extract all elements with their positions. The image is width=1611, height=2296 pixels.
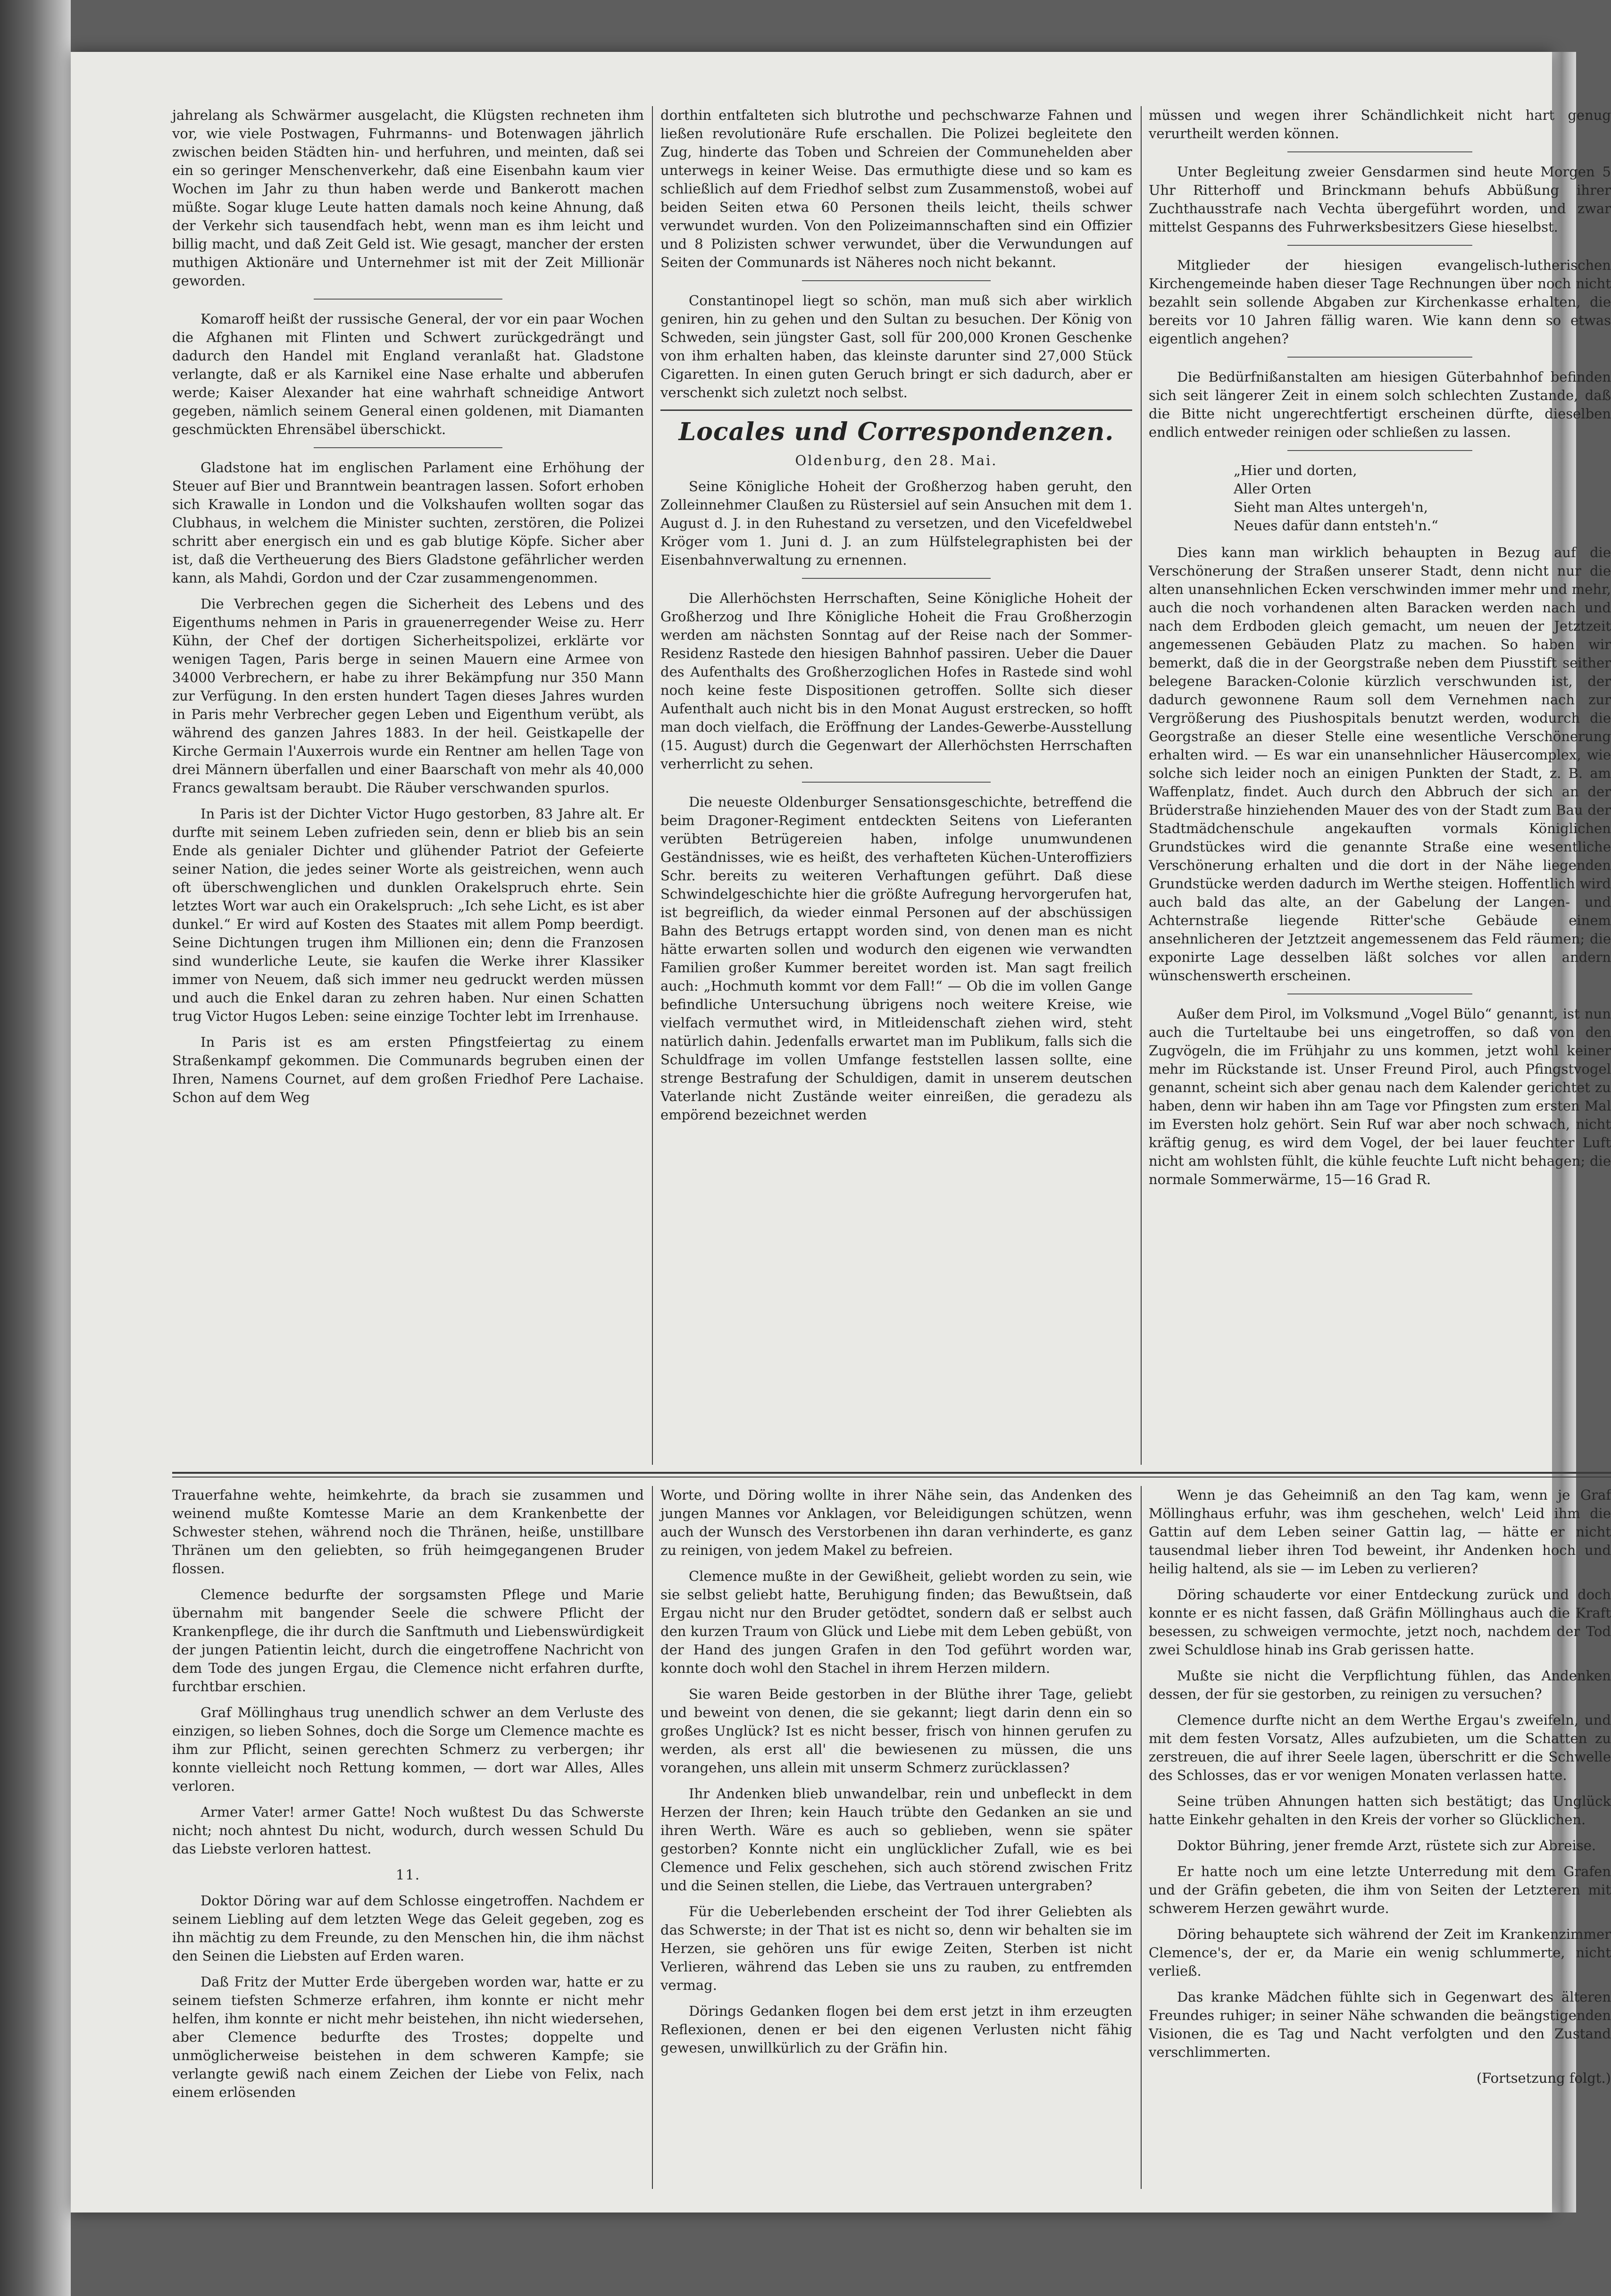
paragraph: Seine Königliche Hoheit der Großherzog haben geruht, den Zolleinnehmer Claußen zu Rüstersiel auf sein Ansuchen mit dem 1. August d. J. in den Ruhestand zu versetzen, und den Vicefeldwebel Kröger vom 1. Juni d. J. an zum Hülfstelegraphisten bei der Eisenbahnverwaltung zu ernennen. bbox=[660, 478, 1132, 568]
paragraph: Döring schauderte vor einer Entdeckung zurück und doch konnte er es nicht fassen, daß Gräfin Möllinghaus auch die Kraft besessen, zu schweigen vermochte, jetzt noch, nachdem der Tod zwei Schuldlose hinab ins Grab gerissen hatte. bbox=[1149, 1586, 1611, 1658]
top-column-1 bbox=[172, 106, 644, 1465]
paragraph: Seine trüben Ahnungen hatten sich bestätigt; das Unglück hatte Einkehr gehalten in den Kreis der vorher so Glücklichen. bbox=[1149, 1793, 1611, 1828]
divider bbox=[1287, 357, 1472, 358]
paragraph: Er hatte noch um eine letzte Unterredung mit dem Grafen und der Gräfin gebeten, die ihm von Seiten der Letzteren mit schwerem Herzen gewährt wurde. bbox=[1149, 1863, 1611, 1916]
paragraph: Constantinopel liegt so schön, man muß sich aber wirklich geniren, hin zu gehen und den Sultan zu besuchen. Der König von Schweden, sein jüngster Gast, soll für 200,000 Kronen Geschenke von ihm erhalten haben, das kleinste darunter sind 27,000 Stück Cigaretten. In einen guten Geruch bringt er sich dadurch, aber er verschenkt sich zuletzt noch selbst. bbox=[660, 292, 1132, 401]
book-binding bbox=[0, 0, 71, 2296]
paragraph: Trauerfahne wehte, heimkehrte, da brach sie zusammen und weinend mußte Komtesse Marie an dem Krankenbette der Schwester stehen, während noch die Thränen, heiße, unstillbare Thränen um den geliebten, so früh heimgegangenen Bruder flossen. bbox=[172, 1487, 644, 1577]
paragraph: Komaroff heißt der russische General, der vor ein paar Wochen die Afghanen mit Flinten und Schwert zurückgedrängt und dadurch den Handel mit England veranlaßt hat. Gladstone verlangte, daß er als Karnikel eine Nase erhalte und abberufen werde; Kaiser Alexander hat eine wahrhaft schneidige Antwort gegeben, nämlich seinem General einen goldenen, mit Diamanten geschmückten Ehrensäbel überschickt. bbox=[172, 311, 644, 437]
paragraph: Wenn je das Geheimniß an den Tag kam, wenn je Graf Möllinghaus erfuhr, was ihm geschehen, welch' Leid ihm die Gattin auf dem Leben seiner Gattin lag, — hätte er nicht tausendmal lieber ihren Tod beweint, ihr Andenken hoch und heilig haltend, als sie — im Leben zu verlieren? bbox=[1149, 1487, 1611, 1577]
paragraph: Döring behauptete sich während der Zeit im Krankenzimmer Clemence's, der er, da Marie ein wenig schlummerte, nicht verließ. bbox=[1149, 1926, 1611, 1979]
paragraph: Clemence mußte in der Gewißheit, geliebt worden zu sein, wie sie selbst geliebt hatte, Beruhigung finden; das Bewußtsein, daß Ergau nicht nur den Bruder getödtet, sondern daß er selbst auch den kurzen Traum von Glück und Liebe mit dem Leben gebüßt, von der Hand des jungen Grafen in den Tod geführt worden war, konnte doch wohl den Stachel in ihrem Herzen mildern. bbox=[660, 1568, 1132, 1676]
column-rule bbox=[1141, 106, 1142, 1465]
paragraph: müssen und wegen ihrer Schändlichkeit nicht hart genug verurtheilt werden können. bbox=[1149, 107, 1611, 142]
bottom-column-2 bbox=[660, 1486, 1132, 2189]
paragraph: Die Bedürfnißanstalten am hiesigen Güterbahnhof befinden sich seit längerer Zeit in einem solch schlechten Zustande, daß die Bitte nicht ungerechtfertigt erscheinen dürfte, dieselben endlich entweder reinigen oder schließen zu lassen. bbox=[1149, 369, 1611, 440]
paragraph: jahrelang als Schwärmer ausgelacht, die Klügsten rechneten ihm vor, wie viele Postwagen, Fuhrmanns- und Botenwagen jährlich zwischen beiden Städten hin- und herfuhren, und meinten, daß sei ein so geringer Menschenverkehr, daß eine Eisenbahn kaum vier Wochen im Jahr zu thun haben werde und Bankerott machen müßte. Sogar kluge Leute hatten damals noch keine Ahnung, daß der Verkehr sich tausendfach hebt, wenn man es ihm leicht und billig macht, und daß Zeit Geld ist. Wie gesagt, mancher der ersten muthigen Aktionäre und Unternehmer ist mit der Zeit Millionär geworden. bbox=[172, 107, 644, 289]
paragraph: Dörings Gedanken flogen bei dem erst jetzt in ihm erzeugten Reflexionen, denen er bei den eigenen Verlusten nicht fähig gewesen, unwillkürlich zu der Gräfin hin. bbox=[660, 2003, 1132, 2056]
paragraph: Ihr Andenken blieb unwandelbar, rein und unbefleckt in dem Herzen der Ihren; kein Hauch trübte den Gedanken an sie und ihren Werth. Wäre es auch so geblieben, wenn sie später gestorben? Konnte nicht ein unglücklicher Zufall, wie es bei Clemence und Felix geschehen, sich auch störend zwischen Fritz und die Seinen stellen, die Liebe, das Vertrauen untergraben? bbox=[660, 1786, 1132, 1894]
paragraph: Sie waren Beide gestorben in der Blüthe ihrer Tage, geliebt und beweint von denen, die sie gekannt; liegt darin denn ein so großes Unglück? Ist es nicht besser, frisch von hinnen gerufen zu werden, als erst all' die bewiesenen zu müssen, die uns vorangehen, uns allein mit unserm Schmerz zurücklassen? bbox=[660, 1686, 1132, 1776]
paragraph: Das kranke Mädchen fühlte sich in Gegenwart des älteren Freundes ruhiger; in seiner Nähe schwanden die beängstigenden Visionen, die es Tag und Nacht verfolgten und den Zustand verschlimmerten. bbox=[1149, 1989, 1611, 2060]
paragraph: Für die Ueberlebenden erscheint der Tod ihrer Geliebten als das Schwerste; in der That ist es nicht so, denn wir behalten sie im Herzen, sie gehören uns für ewige Zeiten, Sterben ist nicht Verlieren, während das Leben sie uns zu rauben, zu entfremden vermag. bbox=[660, 1904, 1132, 1993]
column-rule bbox=[1141, 1486, 1142, 2189]
poem-line: „Hier und dorten, bbox=[1234, 462, 1357, 478]
divider bbox=[314, 447, 502, 448]
bottom-column-3 bbox=[1149, 1486, 1611, 2189]
divider bbox=[802, 782, 991, 783]
bottom-column-1 bbox=[172, 1486, 644, 2189]
paragraph: Außer dem Pirol, im Volksmund „Vogel Bülo“ genannt, ist nun auch die Turteltaube bei uns eingetroffen, so daß von den Zugvögeln, die im Frühjahr zu uns kommen, jetzt wohl keiner mehr im Rückstande ist. Unser Freund Pirol, auch Pfingstvogel genannt, scheint sich aber genau nach dem Kalender gerichtet zu haben, denn wir haben ihn am Tage vor Pfingsten zum ersten Mal im Eversten holz gehört. Sein Ruf war aber noch schwach, nicht kräftig genug, es wird dem Vogel, der bei lauer feuchter Luft nicht am wohlsten fühlt, die kühle feuchte Luft nicht behagen; die normale Sommerwärme, 15—16 Grad R. bbox=[1149, 1006, 1611, 1187]
poem-line: Sieht man Altes untergeh'n, bbox=[1234, 499, 1428, 515]
poem bbox=[1149, 461, 1611, 535]
top-column-2 bbox=[660, 106, 1132, 1465]
poem-line: Aller Orten bbox=[1234, 481, 1311, 497]
top-column-3 bbox=[1149, 106, 1611, 1465]
paragraph: Die neueste Oldenburger Sensationsgeschichte, betreffend die beim Dragoner-Regiment entdeckten Seitens von Lieferanten verübten Betrügereien haben, infolge unumwundenen Geständnisses, wie es heißt, des verhafteten Küchen-Unteroffiziers Schr. bereits zu weiteren Verhaftungen geführt. Daß diese Schwindelgeschichte hier die größte Aufregung hervorgerufen hat, ist begreiflich, da wieder einmal Personen auf der abschüssigen Bahn des Betrugs ertappt worden sind, von denen man es nicht hätte erwarten sollen und wodurch den eigenen wie verwandten Familien großer Kummer bereitet worden ist. Man sagt freilich auch: „Hochmuth kommt vor dem Fall!“ — Ob die im vollen Gange befindliche Untersuchung übrigens noch weitere Kreise, wie vielfach vermuthet wird, in Mitleidenschaft ziehen wird, steht natürlich dahin. Jedenfalls erwartet man im Publikum, falls sich die Schuldfrage im vollen Umfange feststellen lassen sollte, eine strenge Bestrafung der Schuldigen, damit in unserem deutschen Vaterlande nicht Zustände weiter einreißen, die geradezu als empörend bezeichnet werden bbox=[660, 794, 1132, 1123]
divider bbox=[1287, 151, 1472, 152]
paragraph: Graf Möllinghaus trug unendlich schwer an dem Verluste des einzigen, so lieben Sohnes, doch die Sorge um Clemence machte es ihm zur Pflicht, seinen gerechten Schmerz zu verbergen; ihr konnte vielleicht noch Rettung kommen, — dort war Alles, Alles verloren. bbox=[172, 1704, 644, 1794]
divider bbox=[802, 578, 991, 579]
divider bbox=[314, 299, 502, 300]
paragraph: Armer Vater! armer Gatte! Noch wußtest Du das Schwerste nicht; noch ahntest Du nicht, wodurch, durch wessen Schuld Du das Liebste verloren hattest. bbox=[172, 1804, 644, 1857]
section-rule bbox=[172, 1477, 1611, 1478]
paragraph: In Paris ist der Dichter Victor Hugo gestorben, 83 Jahre alt. Er durfte mit seinem Leben zufrieden sein, denn er blieb bis an sein Ende als genialer Dichter und glühender Patriot der Gefeierte seiner Nation, die jedes seiner Worte als geistreichen, wenn auch oft überschwenglichen und dunklen Orakelspruch ehrte. Sein letztes Wort war auch ein Orakelspruch: „Ich sehe Licht, es ist aber dunkel.“ Er wird auf Kosten des Staates mit allem Pomp beerdigt. Seine Dichtungen trugen ihm Millionen ein; denn die Franzosen sind wunderliche Leute, sie kaufen die Werke ihrer Klassiker immer von Neuem, daß sich immer neu gedruckt werden müssen und auch die Enkel daran zu zehren haben. Nur einen Schatten trug Victor Hugos Leben: seine einzige Tochter lebt im Irrenhause. bbox=[172, 806, 644, 1024]
paragraph: Doktor Bühring, jener fremde Arzt, rüstete sich zur Abreise. bbox=[1177, 1837, 1596, 1853]
poem-line: Neues dafür dann entsteh'n.“ bbox=[1234, 518, 1438, 534]
paragraph: Unter Begleitung zweier Gensdarmen sind heute Morgen 5 Uhr Ritterhoff und Brinckmann behufs Abbüßung ihrer Zuchthausstrafe nach Vechta übergeführt worden, und zwar mittelst Gespanns des Fuhrwerksbesitzers Giese hieselbst. bbox=[1149, 164, 1611, 235]
column-rule bbox=[652, 106, 653, 1465]
column-rule bbox=[652, 1486, 653, 2189]
divider bbox=[802, 280, 991, 281]
section-rule bbox=[172, 1472, 1611, 1474]
paragraph: Die Verbrechen gegen die Sicherheit des Lebens und des Eigenthums nehmen in Paris in grauenerregender Weise zu. Herr Kühn, der Chef der dortigen Sicherheitspolizei, erklärte vor wenigen Tagen, Paris berge in seinen Mauern eine Armee von 34000 Verbrechern, er habe zu ihrer Bekämpfung nur 350 Mann zur Verfügung. In den ersten hundert Tagen dieses Jahres wurden in Paris mehr Verbrecher gegen Leben und Eigenthum verübt, als während des ganzen Jahres 1883. In der heil. Geistkapelle der Kirche Germain l'Auxerrois wurde ein Rentner am hellen Tage von drei Männern überfallen und einer Baarschaft von mehr als 40,000 Francs gewaltsam beraubt. Die Räuber verschwanden spurlos. bbox=[172, 596, 644, 796]
paragraph: Mußte sie nicht die Verpflichtung fühlen, das Andenken dessen, der für sie gestorben, zu reinigen zu versuchen? bbox=[1149, 1668, 1611, 1702]
paragraph: dorthin entfalteten sich blutrothe und pechschwarze Fahnen und ließen revolutionäre Rufe erschallen. Die Polizei begleitete den Zug, hinderte das Toben und Schreien der Communehelden aber unterwegs in keiner Weise. Das ermuthigte diese und so kam es schließlich auf dem Friedhof selbst zum Zusammenstoß, wobei auf beiden Seiten etwa 60 Personen theils leicht, theils schwer verwundet wurden. Von den Polizeimannschaften sind ein Offizier und 8 Polizisten schwer verwundet, über die Verwundungen auf Seiten der Communards ist Näheres noch nicht bekannt. bbox=[660, 107, 1132, 270]
paragraph: Worte, und Döring wollte in ihrer Nähe sein, das Andenken des jungen Mannes vor Anklagen, vor Beleidigungen schützen, wenn auch der Wunsch des Verstorbenen ihn daran verhinderte, es ganz zu reinigen, von jedem Makel zu befreien. bbox=[660, 1487, 1132, 1558]
paragraph: Doktor Döring war auf dem Schlosse eingetroffen. Nachdem er seinem Liebling auf dem letzten Wege das Geleit gegeben, zog es ihn mächtig zu dem Freunde, zu den Menschen hin, die ihm nächst den Seinen die Liebsten auf Erden waren. bbox=[172, 1893, 644, 1964]
paragraph: Clemence durfte nicht an dem Werthe Ergau's zweifeln, und mit dem festen Vorsatz, Alles aufzubieten, um die Schatten zu zerstreuen, die auf ihrer Seele lagen, überschritt er die Schwelle des Schlosses, das er vor wenigen Monaten verlassen hatte. bbox=[1149, 1712, 1611, 1783]
dateline: Oldenburg, den 28. Mai. bbox=[795, 452, 998, 468]
chapter-number: 11. bbox=[395, 1867, 421, 1883]
continuation-note: (Fortsetzung folgt.) bbox=[1476, 2070, 1611, 2086]
paragraph: Dies kann man wirklich behaupten in Bezug auf die Verschönerung der Straßen unserer Stadt, denn nicht nur die alten unansehnlichen Ecken verschwinden immer mehr und mehr, auch die noch vorhandenen alten Baracken werden nach und nach dem Erdboden gleich gemacht, um neuen der Jetztzeit angemessenen Gebäuden Platz zu machen. So haben wir bemerkt, daß die in der Georgstraße neben dem Piusstift seither belegene Baracken-Colonie kürzlich verschwunden ist, der dadurch gewonnene Raum soll dem Vernehmen nach zur Vergrößerung des Piushospitals benutzt werden, wodurch die Georgstraße an dieser Stelle eine wesentliche Verschönerung erhalten wird. — Es war ein unansehnlicher Häusercomplex, wie solche sich leider noch an einigen Punkten der Stadt, z. B. am Waffenplatz, findet. Auch durch den Abbruch der sich an der Brüderstraße hinziehenden Mauer des von der Stadt zum Bau der Stadtmädchenschule angekauften vormals Königlichen Grundstückes wird die genannte Straße eine wesentliche Verschönerung erhalten und die dort in der Nähe liegenden Grundstücke werden dadurch im Werthe steigen. Hoffentlich wird auch bald das alte, an der Gabelung der Langen- und Achternstraße liegende Ritter'sche Gebäude einem ansehnlicheren der Jetztzeit angemessenem das Feld räumen; die exponirte Lage desselben läßt solches vor allen andern wünschenswerth erscheinen. bbox=[1149, 544, 1611, 984]
paragraph: Clemence bedurfte der sorgsamsten Pflege und Marie übernahm mit bangender Seele die schwere Pflicht der Krankenpflege, die ihr durch die Sanftmuth und Liebenswürdigkeit der jungen Patientin leicht, durch die eingetroffene Nachricht von dem Tode des jungen Ergau, die Clemence nicht erfahren durfte, furchtbar erschien. bbox=[172, 1586, 644, 1695]
paragraph: Daß Fritz der Mutter Erde übergeben worden war, hatte er zu seinem tiefsten Schmerze erfahren, ihm konnte er nicht mehr helfen, ihm konnte er nicht mehr beistehen, ihn nicht wiedersehen, aber Clemence bedurfte des Trostes; doppelte und unmöglicherweise beistehen in dem schweren Kampfe; sie verlangte gewiß nach einem Zeichen der Liebe von Felix, nach einem erlösenden bbox=[172, 1974, 644, 2100]
divider bbox=[1287, 245, 1472, 246]
paragraph: Die Allerhöchsten Herrschaften, Seine Königliche Hoheit der Großherzog und Ihre Königliche Hoheit die Frau Großherzogin werden am nächsten Sonntag auf der Reise nach der Sommer-Residenz Rastede den hiesigen Bahnhof passiren. Ueber die Dauer des Aufenthalts des Großherzoglichen Hofes in Rastede sind wohl noch keine feste Dispositionen getroffen. Sollte sich dieser Aufenthalt auch nicht bis in den Monat August erstrecken, so hofft man doch vielfach, die Eröffnung der Landes-Gewerbe-Ausstellung (15. August) durch die Gegenwart der Allerhöchsten Herrschaften verherrlicht zu sehen. bbox=[660, 590, 1132, 772]
divider bbox=[660, 409, 1132, 411]
paragraph: In Paris ist es am ersten Pfingstfeiertag zu einem Straßenkampf gekommen. Die Communards begruben einen der Ihren, Namens Cournet, auf dem großen Friedhof Pere Lachaise. Schon auf dem Weg bbox=[172, 1034, 644, 1105]
paragraph: Mitglieder der hiesigen evangelisch-lutherischen Kirchengemeinde haben dieser Tage Rechnungen über noch nicht bezahlt sein sollende Abgaben zur Kirchenkasse erhalten, die bereits vor 10 Jahren fällig waren. Wie kann denn so etwas eigentlich angehen? bbox=[1149, 257, 1611, 347]
paragraph: Gladstone hat im englischen Parlament eine Erhöhung der Steuer auf Bier und Branntwein beantragen lassen. Sofort erhoben sich Krawalle in London und die Volkshaufen wollten sogar das Clubhaus, in welchem die Minister suchten, zerstören, die Polizei schritt aber energisch ein und es gab blutige Köpfe. Sicher aber ist, daß die Vertheuerung des Biers Gladstone gefährlicher werden kann, als Mahdi, Gordon und der Czar zusammengenommen. bbox=[172, 459, 644, 586]
newspaper-page bbox=[71, 52, 1611, 2213]
divider bbox=[1287, 450, 1472, 451]
section-heading: Locales und Correspondenzen. bbox=[678, 417, 1114, 446]
